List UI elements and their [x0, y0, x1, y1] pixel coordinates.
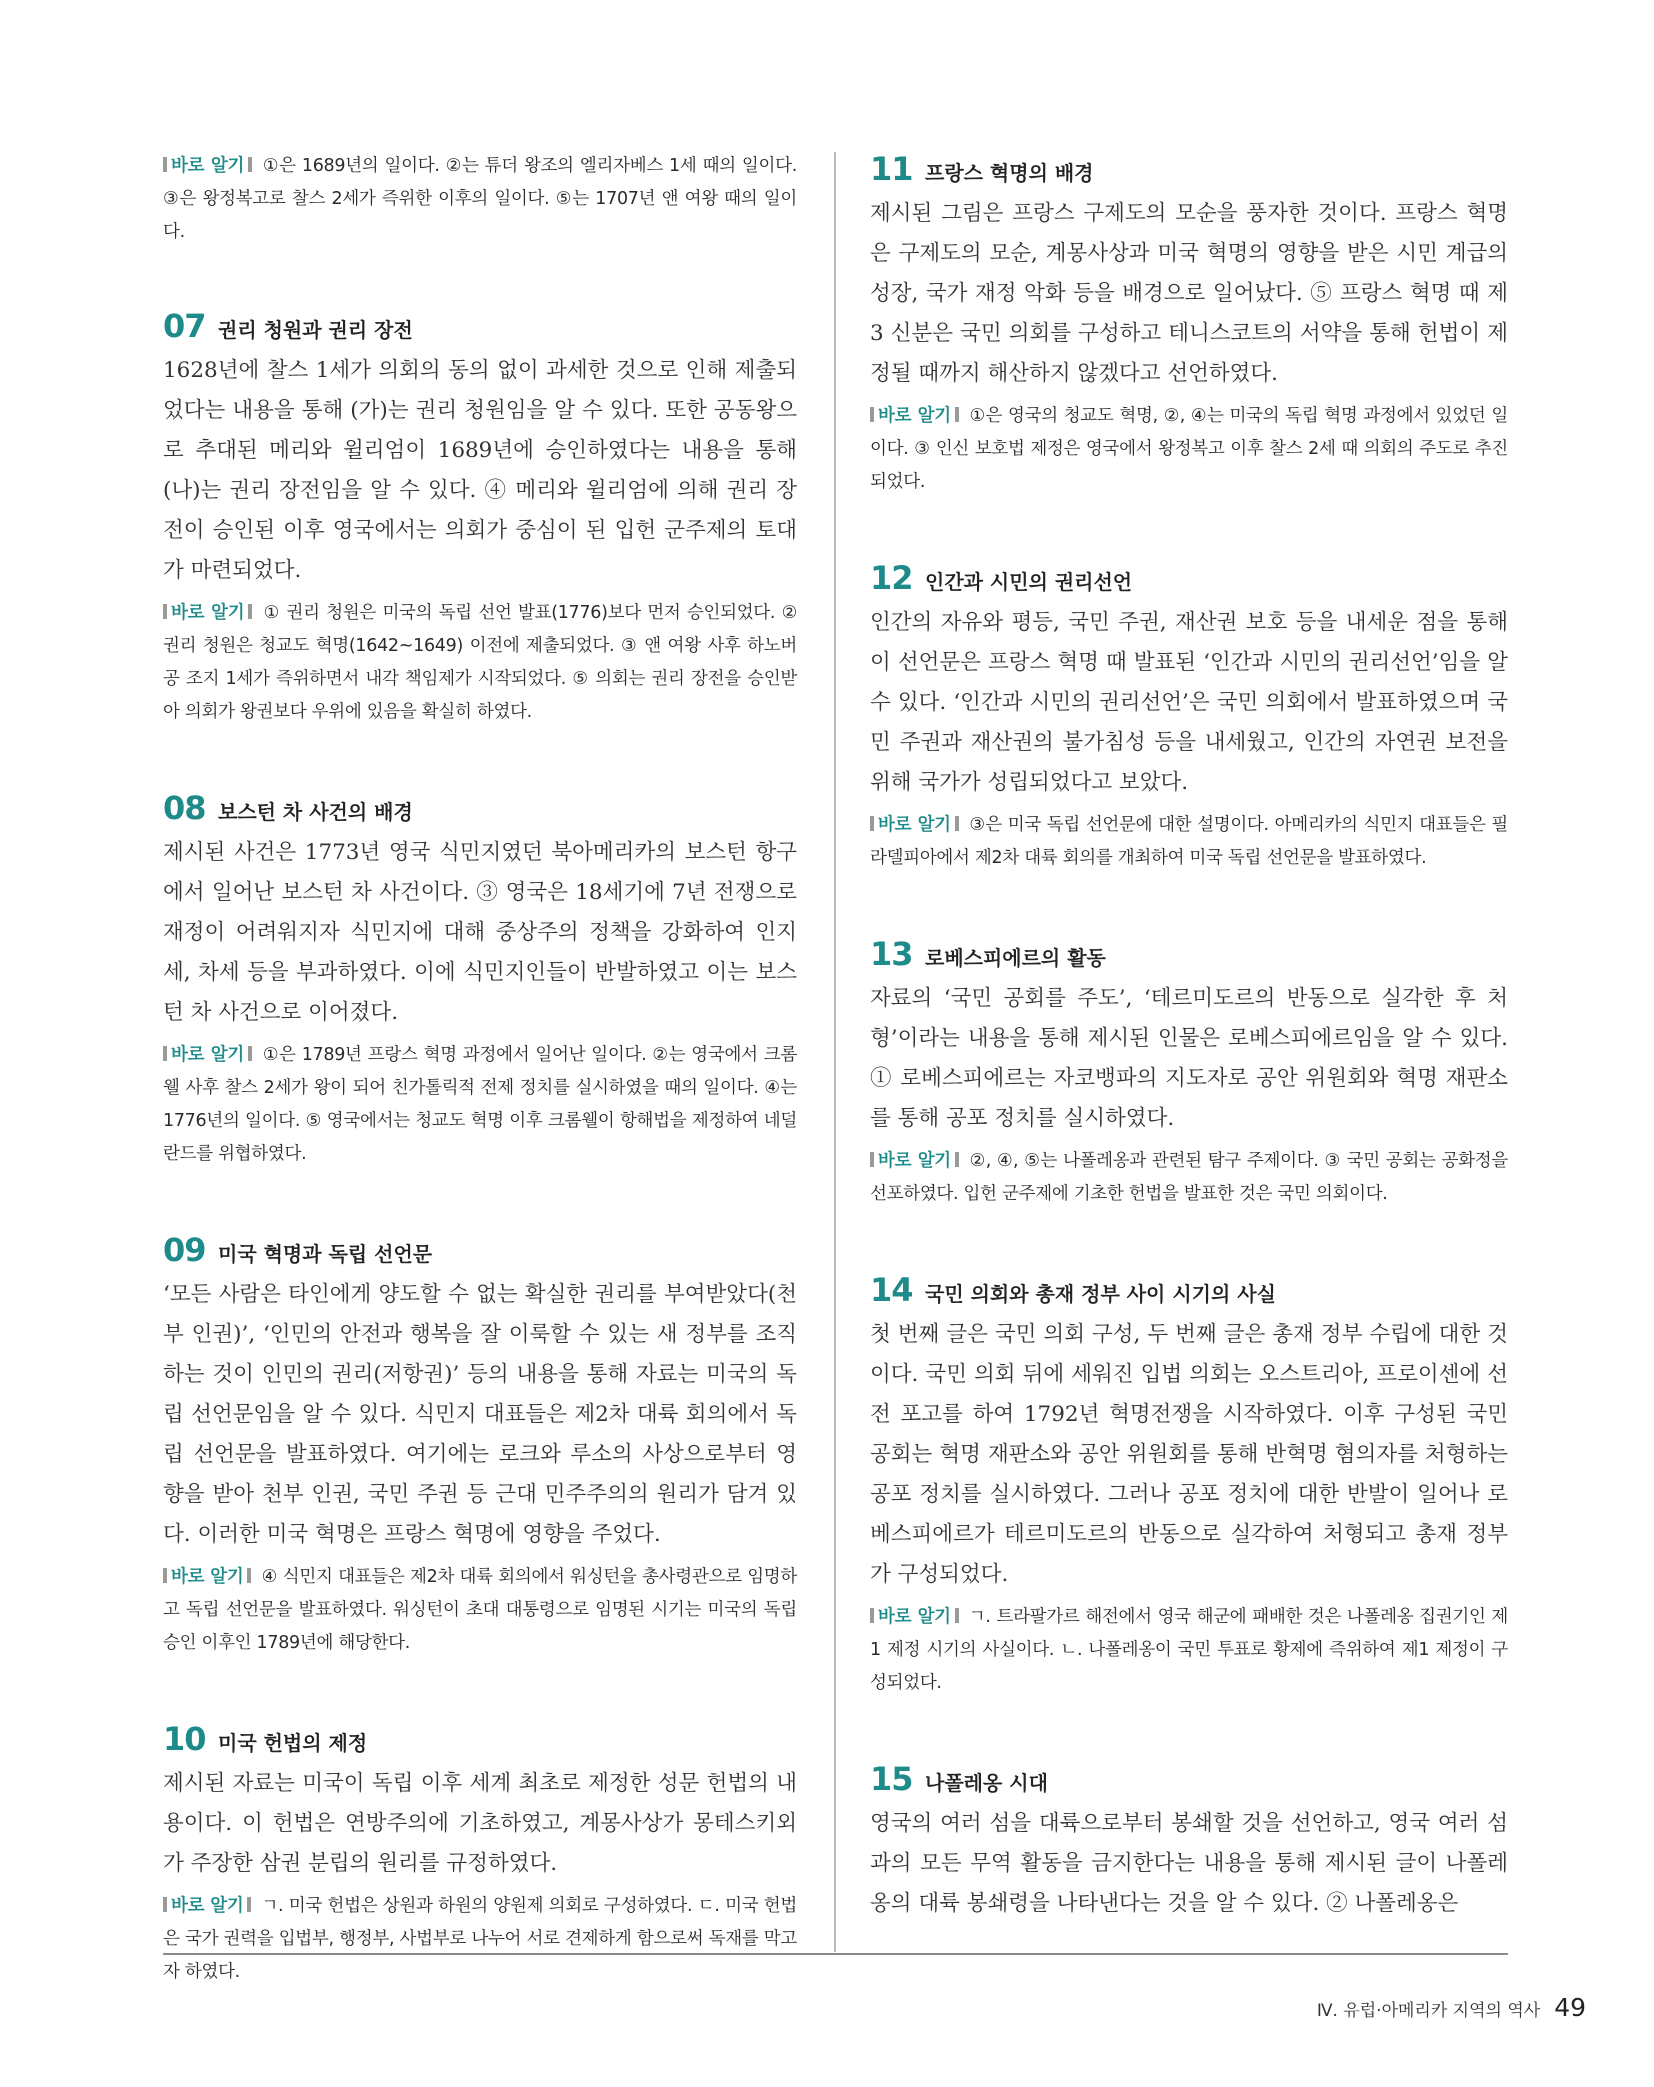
section-title: 미국 혁명과 독립 선언문: [218, 1242, 433, 1266]
section-number: 10: [163, 1720, 206, 1758]
section-body: 인간의 자유와 평등, 국민 주권, 재산권 보호 등을 내세운 점을 통해 이 선언문은 프랑스 혁명 때 발표된 ‘인간과 시민의 권리선언’임을 알 수 있다. ‘인간과 시민의 권리선언’은 국민 의회에서 발표하였으며 국민 주권과 재산권의 불가침성 등을 내세웠고, 인간의 자연권 보전을 위해 국가가 성립되었다고 보았다.: [870, 610, 1508, 795]
left-column: [163, 150, 797, 2049]
right-column: [870, 150, 1508, 1924]
footer-section-title: Ⅳ. 유럽·아메리카 지역의 역사: [1316, 2001, 1541, 2021]
answer-label: 바로 알기: [870, 406, 959, 426]
page-number: 49: [1554, 1993, 1586, 2022]
section-body: 영국의 여러 섬을 대륙으로부터 봉쇄할 것을 선언하고, 영국 여러 섬과의 모든 무역 활동을 금지한다는 내용을 통해 제시된 글이 나폴레옹의 대륙 봉쇄령을 나타낸다는 것을 알 수 있다. ② 나폴레옹은: [870, 1811, 1508, 1916]
section-number: 09: [163, 1231, 206, 1269]
section-title: 나폴레옹 시대: [925, 1771, 1048, 1795]
section-heading: [163, 307, 797, 345]
section-number: 07: [163, 307, 206, 345]
section-12: [870, 559, 1508, 875]
section-title: 국민 의회와 총재 정부 사이 시기의 사실: [925, 1282, 1276, 1306]
answer-label: 바로 알기: [163, 1567, 251, 1587]
answer-label: 바로 알기: [163, 603, 252, 623]
section-09: [163, 1231, 797, 1660]
section-08: [163, 789, 797, 1171]
page-footer: [1317, 1993, 1586, 2022]
answer-text: ①은 1789년 프랑스 혁명 과정에서 일어난 일이다. ②는 영국에서 크롬웰 사후 찰스 2세가 왕이 되어 친가톨릭적 전제 정치를 실시하였을 때의 일이다. ④는 1776년의 일이다. ⑤ 영국에서는 청교도 혁명 이후 크롬웰이 항해법을 제정하여 네덜란드를 위협하였다.: [163, 1045, 797, 1164]
section-number: 15: [870, 1760, 913, 1798]
section-heading: [163, 1720, 797, 1758]
section-07: [163, 307, 797, 729]
answer-text: ㄱ. 미국 헌법은 상원과 하원의 양원제 의회로 구성하였다. ㄷ. 미국 헌법은 국가 권력을 입법부, 행정부, 사법부로 나누어 서로 견제하게 함으로써 독재를 막고자 하였다.: [163, 1896, 797, 1982]
answer-text: ㄱ. 트라팔가르 해전에서 영국 해군에 패배한 것은 나폴레옹 집권기인 제1 제정 시기의 사실이다. ㄴ. 나폴레옹이 국민 투표로 황제에 즉위하여 제1 제정이 구성되었다.: [870, 1607, 1509, 1693]
answer-text: ②, ④, ⑤는 나폴레옹과 관련된 탐구 주제이다. ③ 국민 공회는 공화정을 선포하였다. 입헌 군주제에 기초한 헌법을 발표한 것은 국민 의회이다.: [870, 1151, 1508, 1204]
section-heading: [870, 150, 1508, 188]
section-body: 제시된 자료는 미국이 독립 이후 세계 최초로 제정한 성문 헌법의 내용이다. 이 헌법은 연방주의에 기초하였고, 계몽사상가 몽테스키외가 주장한 삼권 분립의 원리를 규정하였다.: [163, 1771, 797, 1876]
answer-label: 바로 알기: [870, 1607, 959, 1627]
section-heading: [163, 1231, 797, 1269]
answer-text: ③은 미국 독립 선언문에 대한 설명이다. 아메리카의 식민지 대표들은 필라델피아에서 제2차 대륙 회의를 개최하여 미국 독립 선언문을 발표하였다.: [870, 815, 1508, 868]
section-13: [870, 935, 1508, 1211]
section-body: 제시된 사건은 1773년 영국 식민지였던 북아메리카의 보스턴 항구에서 일어난 보스턴 차 사건이다. ③ 영국은 18세기에 7년 전쟁으로 재정이 어려워지자 식민지에 대해 중상주의 정책을 강화하여 인지세, 차세 등을 부과하였다. 이에 식민지인들이 반발하였고 이는 보스턴 차 사건으로 이어졌다.: [163, 840, 797, 1025]
answer-label: 바로 알기: [163, 1896, 251, 1916]
section-heading: [870, 1760, 1508, 1798]
section-title: 인간과 시민의 권리선언: [925, 570, 1133, 594]
answer-note: [163, 597, 797, 729]
section-body: 제시된 그림은 프랑스 구제도의 모순을 풍자한 것이다. 프랑스 혁명은 구제도의 모순, 계몽사상과 미국 혁명의 영향을 받은 시민 계급의 성장, 국가 재정 악화 등을 배경으로 일어났다. ⑤ 프랑스 혁명 때 제3 신분은 국민 의회를 구성하고 테니스코트의 서약을 통해 헌법이 제정될 때까지 해산하지 않겠다고 선언하였다.: [870, 201, 1508, 386]
answer-text: ④ 식민지 대표들은 제2차 대륙 회의에서 워싱턴을 총사령관으로 임명하고 독립 선언문을 발표하였다. 워싱턴이 초대 대통령으로 임명된 시기는 미국의 독립 승인 이후인 1789년에 해당한다.: [163, 1567, 798, 1653]
section-heading: [870, 1271, 1508, 1309]
answer-label: 바로 알기: [870, 815, 959, 835]
answer-text: ①은 영국의 청교도 혁명, ②, ④는 미국의 독립 혁명 과정에서 있었던 일이다. ③ 인신 보호법 제정은 영국에서 왕정복고 이후 찰스 2세 때 의회의 주도로 추진되었다.: [870, 406, 1508, 492]
section-heading: [870, 559, 1508, 597]
section-heading: [870, 935, 1508, 973]
answer-note: [870, 809, 1508, 875]
section-number: 11: [870, 150, 913, 188]
answer-note: [163, 1039, 797, 1171]
section-title: 프랑스 혁명의 배경: [925, 161, 1094, 185]
answer-note: [870, 400, 1508, 499]
answer-note: [870, 1601, 1508, 1700]
section-15: [870, 1760, 1508, 1924]
section-number: 14: [870, 1271, 913, 1309]
section-heading: [163, 789, 797, 827]
answer-text: ① 권리 청원은 미국의 독립 선언 발표(1776)보다 먼저 승인되었다. ② 권리 청원은 청교도 혁명(1642~1649) 이전에 제출되었다. ③ 앤 여왕 사후 하노버 공 조지 1세가 즉위하면서 내각 책임제가 시작되었다. ⑤ 의회는 권리 장전을 승인받아 의회가 왕권보다 우위에 있음을 확실히 하였다.: [163, 603, 797, 722]
section-11: [870, 150, 1508, 499]
section-body: 자료의 ‘국민 공회를 주도’, ‘테르미도르의 반동으로 실각한 후 처형’이라는 내용을 통해 제시된 인물은 로베스피에르임을 알 수 있다. ① 로베스피에르는 자코뱅파의 지도자로 공안 위원회와 혁명 재판소를 통해 공포 정치를 실시하였다.: [870, 986, 1508, 1131]
section-10: [163, 1720, 797, 1989]
section-number: 13: [870, 935, 913, 973]
section-title: 보스턴 차 사건의 배경: [218, 800, 413, 824]
answer-label: 바로 알기: [870, 1151, 959, 1171]
footer-rule: [163, 1953, 1508, 1955]
answer-label: 바로 알기: [163, 156, 252, 176]
column-divider: [834, 152, 836, 1952]
section-14: [870, 1271, 1508, 1700]
section-body: 첫 번째 글은 국민 의회 구성, 두 번째 글은 총재 정부 수립에 대한 것이다. 국민 의회 뒤에 세워진 입법 의회는 오스트리아, 프로이센에 선전 포고를 하여 1792년 혁명전쟁을 시작하였다. 이후 구성된 국민 공회는 혁명 재판소와 공안 위원회를 통해 반혁명 혐의자를 처형하는 공포 정치를 실시하였다. 그러나 공포 정치에 대한 반발이 일어나 로베스피에르가 테르미도르의 반동으로 실각하여 처형되고 총재 정부가 구성되었다.: [870, 1322, 1508, 1587]
section-number: 12: [870, 559, 913, 597]
answer-label: 바로 알기: [163, 1045, 252, 1065]
section-number: 08: [163, 789, 206, 827]
answer-note: [870, 1145, 1508, 1211]
section-title: 권리 청원과 권리 장전: [218, 318, 413, 342]
answer-note: [163, 1890, 797, 1989]
section-body: 1628년에 찰스 1세가 의회의 동의 없이 과세한 것으로 인해 제출되었다는 내용을 통해 (가)는 권리 청원임을 알 수 있다. 또한 공동왕으로 추대된 메리와 윌리엄이 1689년에 승인하였다는 내용을 통해 (나)는 권리 장전임을 알 수 있다. ④ 메리와 윌리엄에 의해 권리 장전이 승인된 이후 영국에서는 의회가 중심이 된 입헌 군주제의 토대가 마련되었다.: [163, 358, 797, 583]
answer-text: ①은 1689년의 일이다. ②는 튜더 왕조의 엘리자베스 1세 때의 일이다. ③은 왕정복고로 찰스 2세가 즉위한 이후의 일이다. ⑤는 1707년 앤 여왕 때의 일이다.: [163, 156, 797, 242]
section-body: ‘모든 사람은 타인에게 양도할 수 없는 확실한 권리를 부여받았다(천부 인권)’, ‘인민의 안전과 행복을 잘 이룩할 수 있는 새 정부를 조직하는 것이 인민의 권리(저항권)’ 등의 내용을 통해 자료는 미국의 독립 선언문임을 알 수 있다. 식민지 대표들은 제2차 대륙 회의에서 독립 선언문을 발표하였다. 여기에는 로크와 루소의 사상으로부터 영향을 받아 천부 인권, 국민 주권 등 근대 민주주의의 원리가 담겨 있다. 이러한 미국 혁명은 프랑스 혁명에 영향을 주었다.: [163, 1282, 797, 1547]
section-title: 로베스피에르의 활동: [925, 946, 1106, 970]
intro-answer-block: [163, 150, 797, 249]
answer-note: [163, 1561, 797, 1660]
section-title: 미국 헌법의 제정: [218, 1731, 368, 1755]
answer-note: [163, 150, 797, 249]
